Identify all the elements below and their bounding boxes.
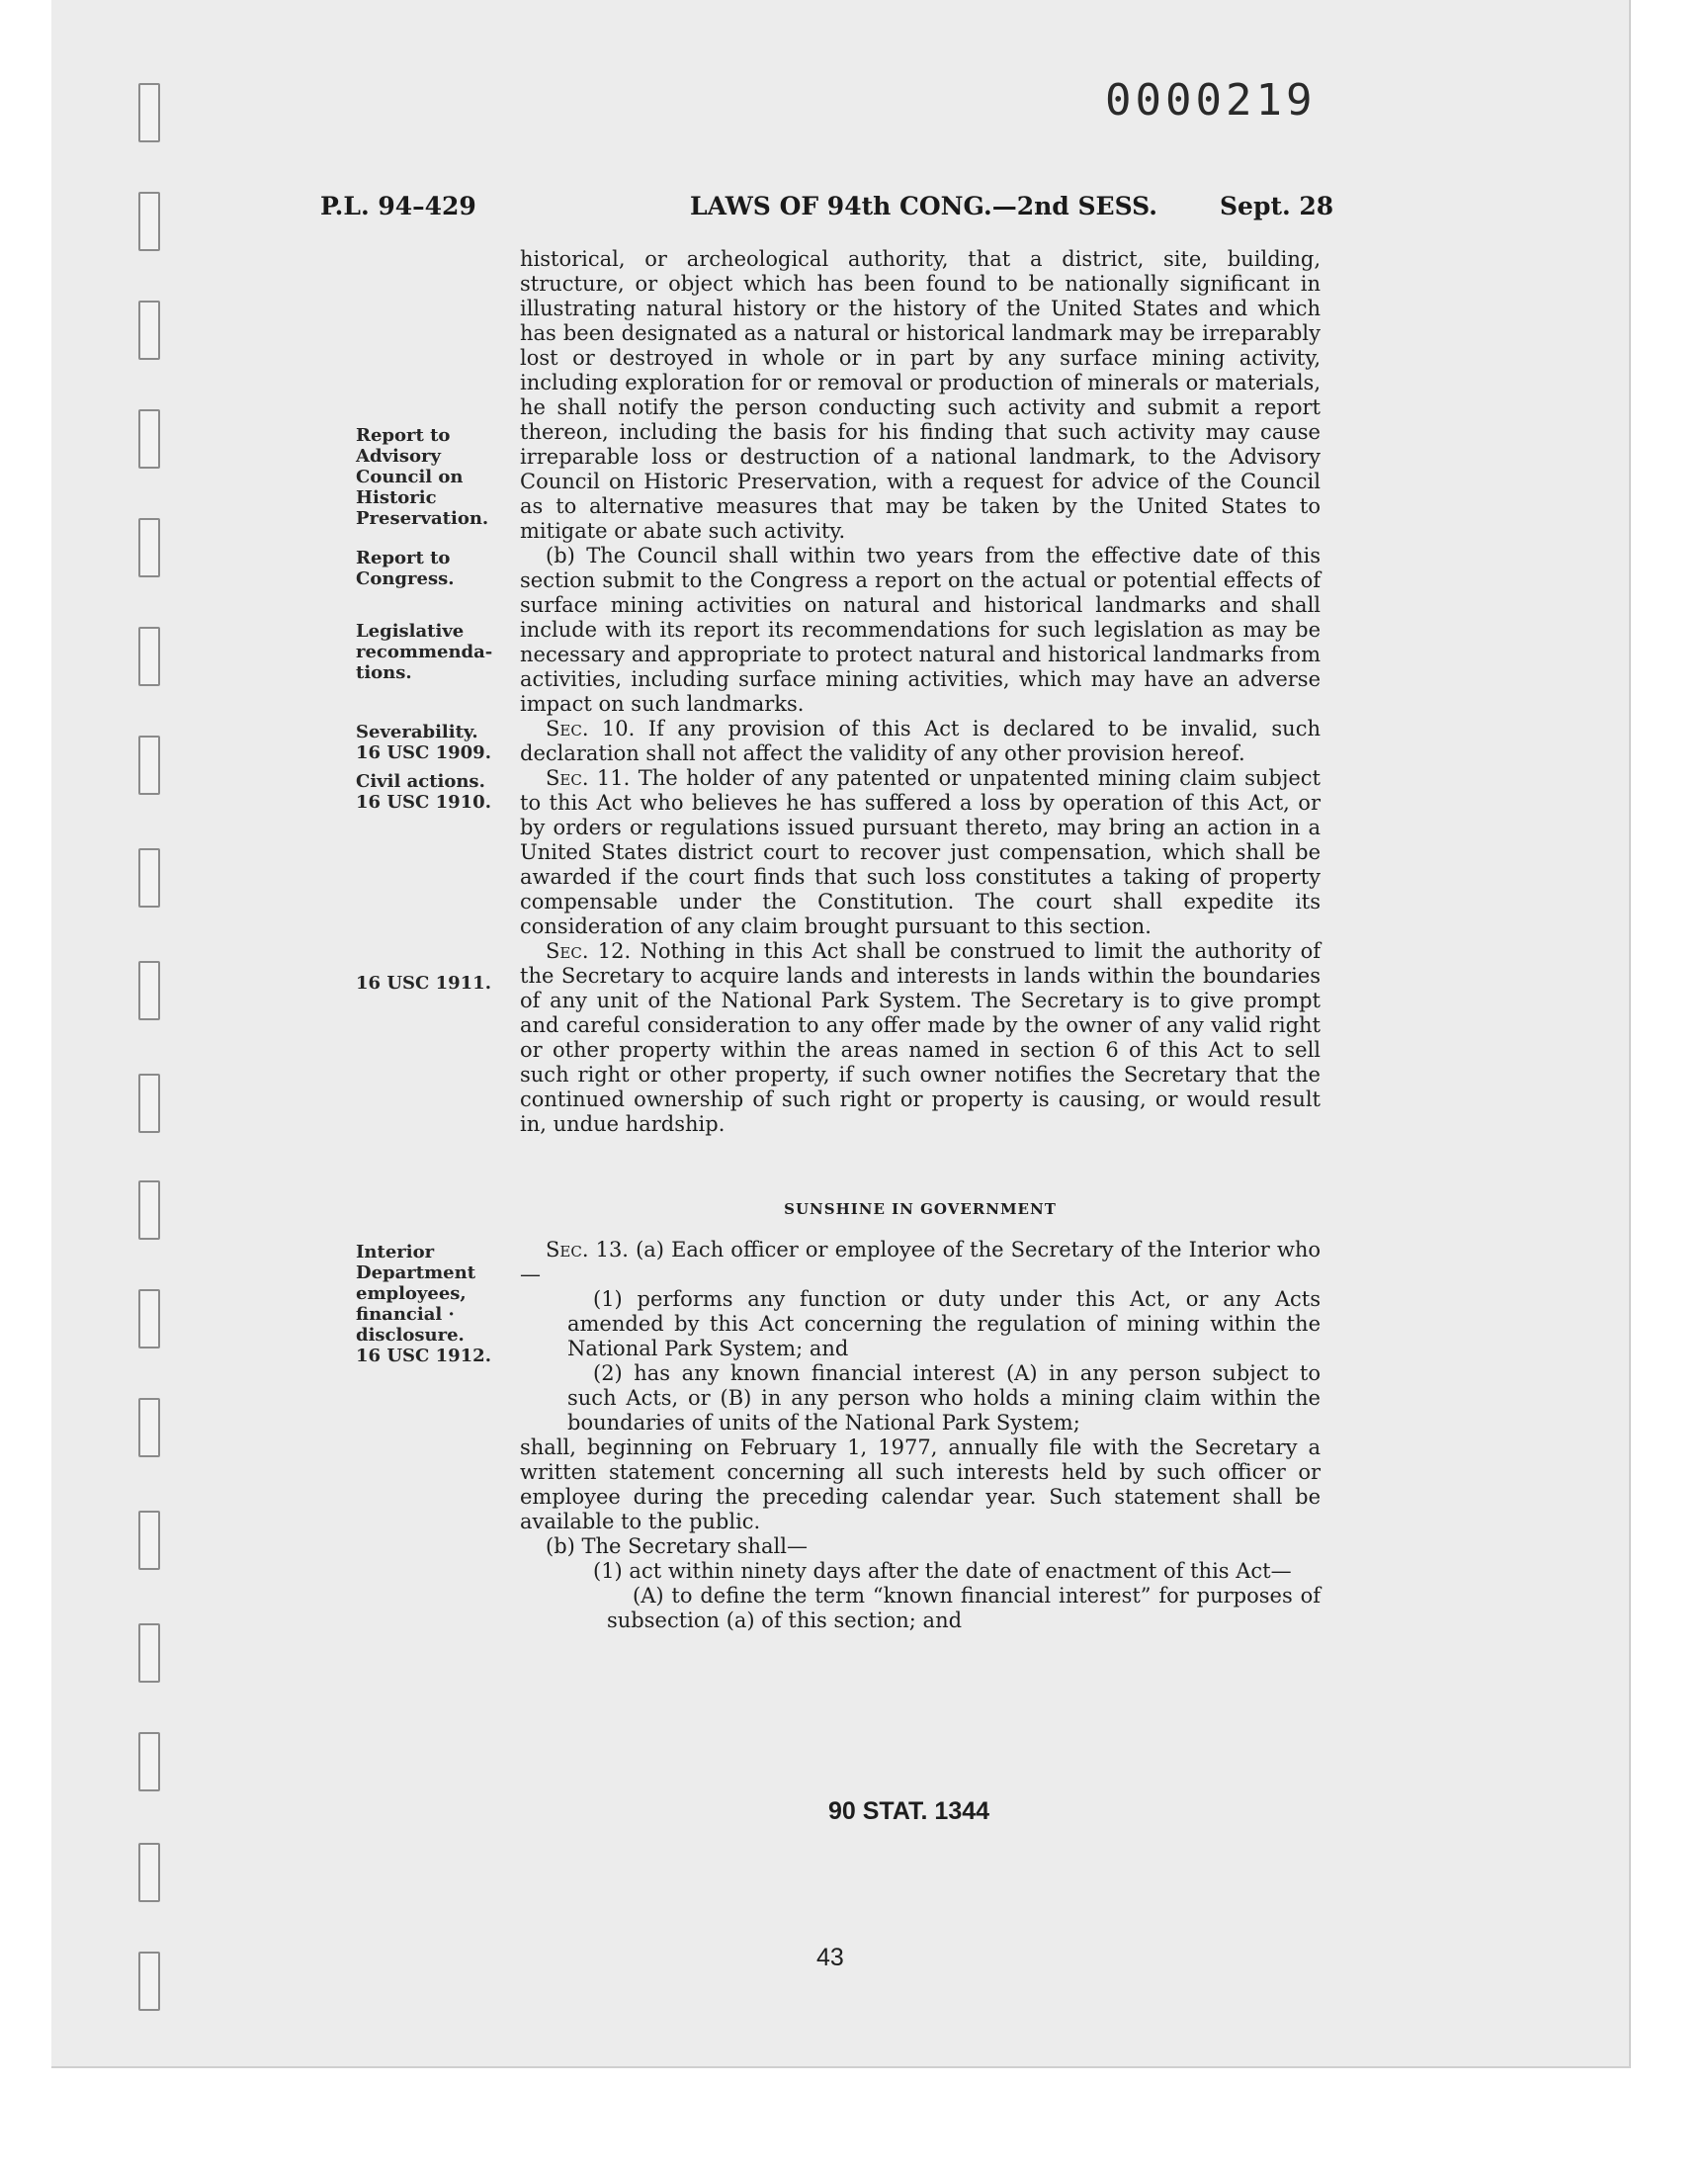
binder-tab	[138, 1952, 160, 2011]
main-text-upper	[520, 247, 1321, 1137]
sec-11-label: Sec. 11.	[546, 766, 631, 790]
binder-tab	[138, 736, 160, 795]
binder-tab	[138, 1843, 160, 1902]
binder-tab	[138, 1732, 160, 1791]
paragraph-sec-13-tail: shall, beginning on February 1, 1977, annually file with the Secretary a written statement concerning all such interests held by such officer or employee during the preceding calendar year. Such statement shall be available to the public.	[520, 1436, 1321, 1533]
sec-10-label: Sec. 10.	[546, 717, 636, 740]
paragraph-council-report: (b) The Council shall within two years from the effective date of this section submit to the Congress a report on the actual or potential effects of surface mining activities on natural and historical landmarks and shall include with its report its recommendations for such legislation as may be necessary and appropriate to protect natural and historical landmarks from activities, including surface mining activities, which may have an adverse impact on such landmarks.	[520, 544, 1321, 716]
binder-tab	[138, 518, 160, 577]
binder-tab	[138, 1074, 160, 1133]
running-header-title: LAWS OF 94th CONG.—2nd SESS.	[690, 192, 1157, 220]
margin-note-financial-disclosure: Interior Department employees, financial · disclosure. 16 USC 1912.	[356, 1242, 491, 1366]
sec-12-label: Sec. 12.	[546, 939, 632, 963]
margin-note-16usc1911: 16 USC 1911.	[356, 973, 491, 994]
main-text-lower	[520, 1238, 1321, 1633]
paragraph-sec-13-b-1: (1) act within ninety days after the date of enactment of this Act—	[593, 1559, 1292, 1583]
paragraph-landmark-notice: historical, or archeological authority, that a district, site, building, structure, or object which has been found to be nationally significant in illustrating natural history or the history of the United States and which has been designated as a natural or historical landmark may be irreparably lost or destroyed in whole or in part by any surface mining activity, including exploration for or removal or production of minerals or materials, he shall notify the person conducting such activity and submit a report thereon, including the basis for his finding that such activity may cause irreparable loss or destruction of a national landmark, to the Advisory Council on Historic Preservation, with a request for advice of the Council as to alternative measures that may be taken by the United States to mitigate or abate such activity.	[520, 247, 1321, 543]
margin-note-severability: Severability. 16 USC 1909.	[356, 722, 491, 763]
binder-tab	[138, 1623, 160, 1683]
binder-tab	[138, 409, 160, 469]
paragraph-sec-13-b: (b) The Secretary shall—	[546, 1534, 808, 1558]
binder-tab	[138, 1289, 160, 1348]
statute-citation: 90 STAT. 1344	[828, 1797, 990, 1825]
paragraph-sec-11	[520, 766, 1321, 939]
binder-tab	[138, 627, 160, 686]
margin-note-legislative-recommendations: Legislative recommenda- tions.	[356, 621, 493, 683]
binder-tab	[138, 83, 160, 142]
binder-tab	[138, 301, 160, 360]
sec-13-label: Sec. 13.	[546, 1238, 629, 1262]
document-number-stamp: 0000219	[1105, 75, 1317, 126]
paragraph-sec-13-b-A: (A) to define the term “known financial interest” for purposes of subsection (a) of this section; and	[607, 1584, 1321, 1632]
paragraph-sec-10	[520, 717, 1321, 766]
margin-note-report-congress: Report to Congress.	[356, 548, 455, 589]
paragraph-sec-13-1: (1) performs any function or duty under this Act, or any Acts amended by this Act concerning the regulation of mining within the National Park System; and	[567, 1287, 1321, 1360]
paragraph-sec-13	[520, 1238, 1321, 1287]
sec-11-text: The holder of any patented or unpatented mining claim subject to this Act who believes he has suffered a loss by operation of this Act, or by orders or regulations issued pursuant thereto, may bring an action in a United States district court to recover just compensation, which shall be awarded if the court finds that such loss constitutes a taking of property compensable under the Constitution. The court shall expedite its consideration of any claim brought pursuant to this section.	[520, 766, 1321, 938]
binder-tab-strip	[132, 0, 172, 2066]
binder-tab	[138, 1180, 160, 1240]
binder-tab	[138, 961, 160, 1020]
sec-10-text: If any provision of this Act is declared to be invalid, such declaration shall not affect the validity of any other provision hereof.	[520, 717, 1321, 765]
public-law-number: P.L. 94–429	[320, 192, 476, 220]
paragraph-sec-12	[520, 939, 1321, 1137]
binder-tab	[138, 848, 160, 908]
sec-13-text: (a) Each officer or employee of the Secretary of the Interior who—	[520, 1238, 1321, 1286]
header-date: Sept. 28	[1220, 192, 1334, 220]
section-heading: SUNSHINE IN GOVERNMENT	[784, 1200, 1057, 1218]
paragraph-sec-13-2: (2) has any known financial interest (A) in any person subject to such Acts, or (B) in any person who holds a mining claim within the boundaries of units of the National Park System;	[567, 1361, 1321, 1435]
page-number: 43	[816, 1944, 844, 1971]
margin-note-civil-actions: Civil actions. 16 USC 1910.	[356, 771, 491, 813]
binder-tab	[138, 1511, 160, 1570]
binder-tab	[138, 192, 160, 251]
margin-note-advisory-council: Report to Advisory Council on Historic Preservation.	[356, 425, 489, 529]
sec-12-text: Nothing in this Act shall be construed to limit the authority of the Secretary to acquire lands and interests in lands within the boundaries of any unit of the National Park System. The Secretary is to give prompt and careful consideration to any offer made by the owner of any valid right or other property within the areas named in section 6 of this Act to sell such right or other property, if such owner notifies the Secretary that the continued ownership of such right or property is causing, or would result in, undue hardship.	[520, 939, 1322, 1136]
binder-tab	[138, 1398, 160, 1457]
